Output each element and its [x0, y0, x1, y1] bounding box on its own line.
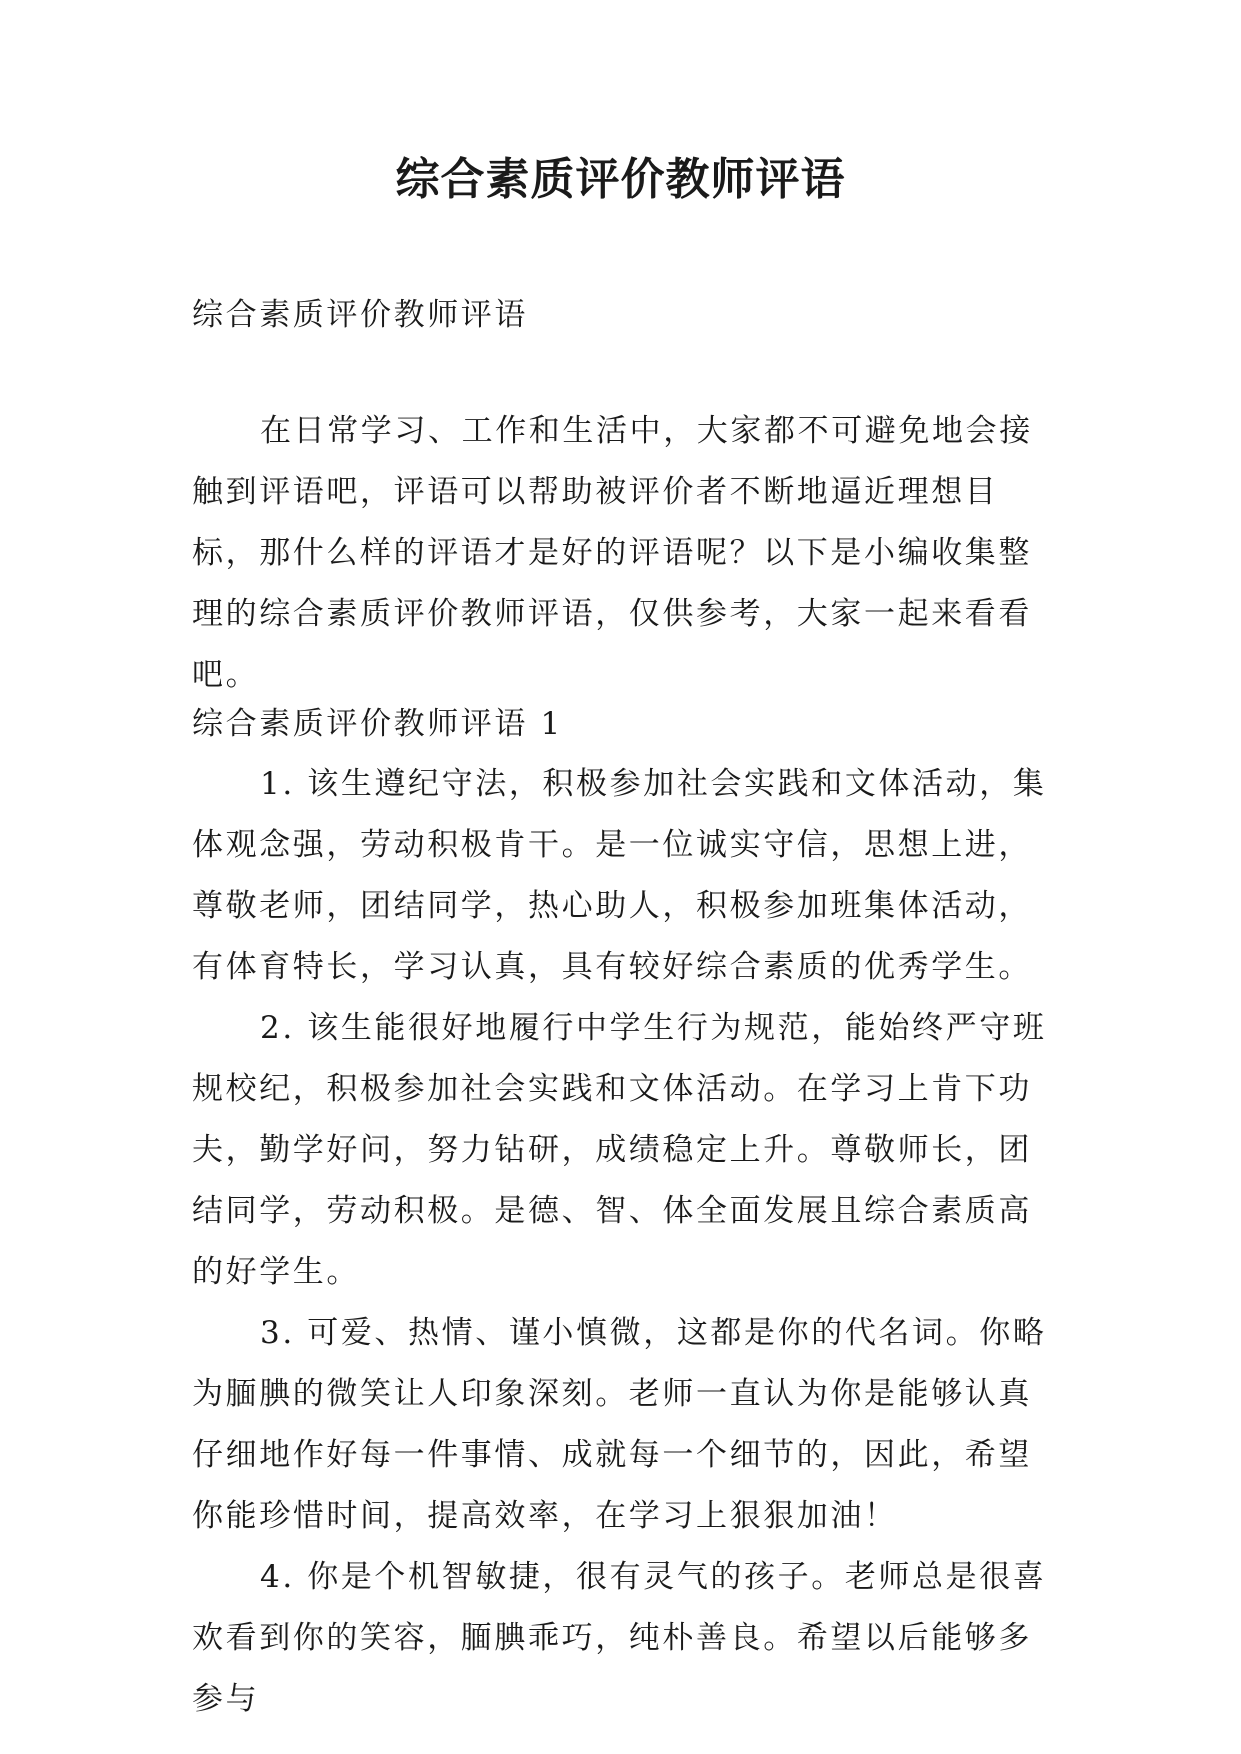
comment-item-2: 2. 该生能很好地履行中学生行为规范，能始终严守班规校纪，积极参加社会实践和文体活动。在学习上肯下功夫，勤学好问，努力钻研，成绩稳定上升。尊敬师长，团结同学，劳动积极。是德、智、体全面发展且综合素质高的好学生。 — [192, 1010, 1047, 1290]
document-subtitle: 综合素质评价教师评语 — [192, 297, 528, 333]
intro-paragraph: 在日常学习、工作和生活中，大家都不可避免地会接触到评语吧，评语可以帮助被评价者不断地逼近理想目标，那什么样的评语才是好的评语呢？以下是小编收集整理的综合素质评价教师评语，仅供参考，大家一起来看看吧。 — [192, 413, 1033, 693]
comment-item-3: 3. 可爱、热情、谨小慎微，这都是你的代名词。你略为腼腆的微笑让人印象深刻。老师一直认为你是能够认真仔细地作好每一件事情、成就每一个细节的，因此，希望你能珍惜时间，提高效率，在学习上狠狠加油！ — [192, 1315, 1047, 1534]
comment-list — [192, 754, 1058, 1730]
section-heading: 综合素质评价教师评语 1 — [192, 706, 563, 742]
comment-item-1: 1. 该生遵纪守法，积极参加社会实践和文体活动，集体观念强，劳动积极肯干。是一位诚实守信，思想上进，尊敬老师，团结同学，热心助人，积极参加班集体活动，有体育特长，学习认真，具有较好综合素质的优秀学生。 — [192, 766, 1047, 985]
document-title: 综合素质评价教师评语 — [395, 154, 846, 205]
comment-item-4: 4. 你是个机智敏捷，很有灵气的孩子。老师总是很喜欢看到你的笑容，腼腆乖巧，纯朴善良。希望以后能够多参与 — [192, 1559, 1047, 1717]
